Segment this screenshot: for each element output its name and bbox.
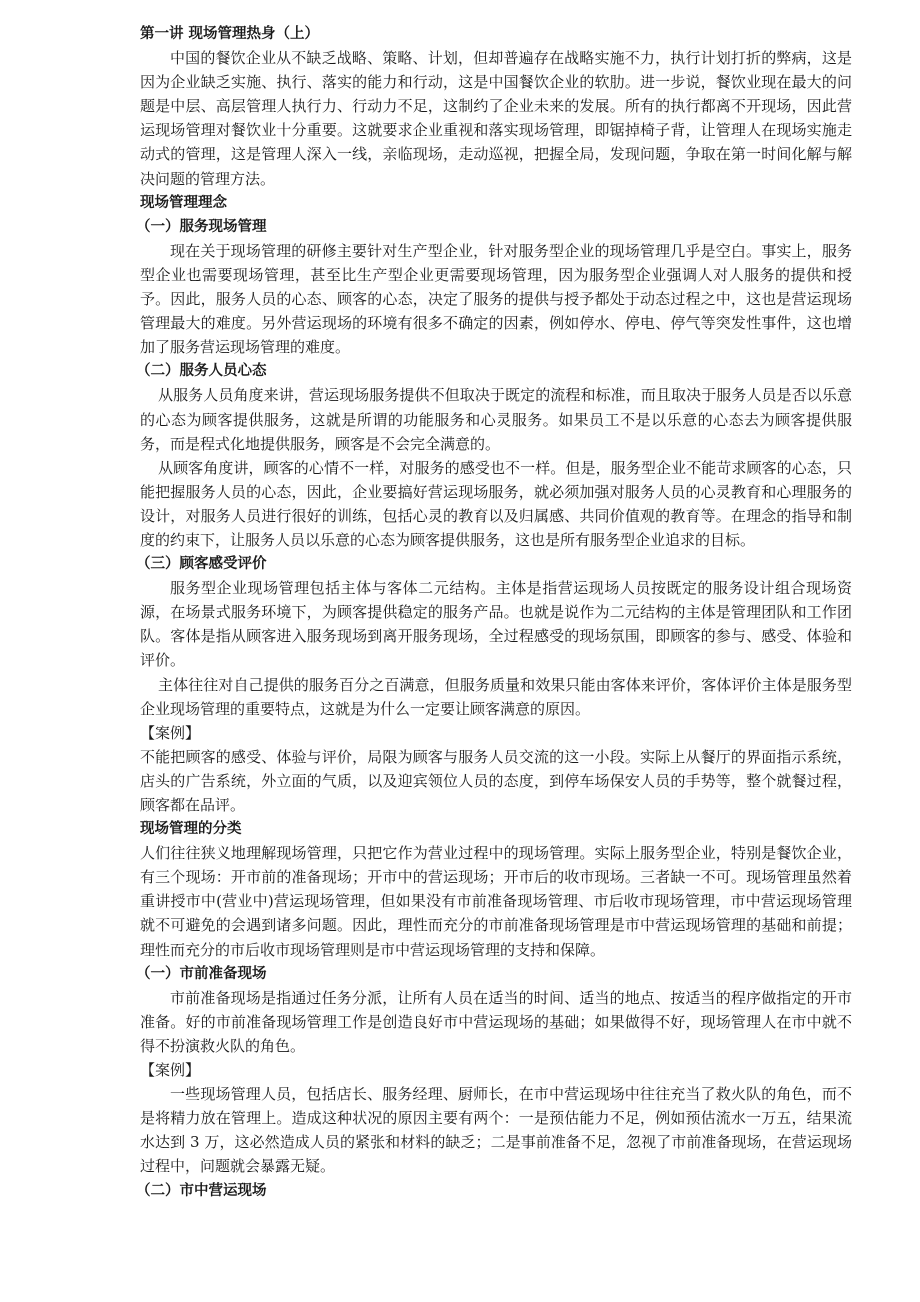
intro-paragraph: 中国的餐饮企业从不缺乏战略、策略、计划，但却普遍存在战略实施不力，执行计划打折的弊病，这是因为企业缺乏实施、执行、落实的能力和行动，这是中国餐饮企业的软肋。进一步说，餐饮业现在最大的问题是中层、高层管理人执行力、行动力不足，这制约了企业未来的发展。所有的执行都离不开现场，因此营运现场管理对餐饮业十分重要。这就要求企业重视和落实现场管理，即锯掉椅子背，让管理人在现场实施走动式的管理，这是管理人深入一线，亲临现场，走动巡视，把握全局，发现问题，争取在第一时间化解与解决问题的管理方法。: [140, 49, 852, 188]
in-operation-heading: （二）市中营运现场: [136, 1182, 267, 1199]
section1-paragraph: 现在关于现场管理的研修主要针对生产型企业，针对服务型企业的现场管理几乎是空白。事实上，服务型企业也需要现场管理，甚至比生产型企业更需要现场管理，因为服务型企业强调人对人服务的提供和授予。因此，服务人员的心态、顾客的心态，决定了服务的提供与授予都处于动态过程之中，这也是营运现场管理最大的难度。另外营运现场的环境有很多不确定的因素，例如停水、停电、停气等突发性事件，这也增加了服务营运现场管理的难度。: [140, 241, 852, 357]
concept-heading: 现场管理理念: [140, 194, 227, 211]
section3-paragraph-1: 服务型企业现场管理包括主体与客体二元结构。主体是指营运现场人员按既定的服务设计组合现场资源，在场景式服务环境下，为顾客提供稳定的服务产品。也就是说作为二元结构的主体是管理团队和工作团队。客体是指从顾客进入服务现场到离开服务现场，全过程感受的现场氛围，即顾客的参与、感受、体验和评价。: [140, 579, 852, 670]
section2-paragraph-2: 从顾客角度讲，顾客的心情不一样，对服务的感受也不一样。但是，服务型企业不能苛求顾客的心态，只能把握服务人员的心态，因此，企业要搞好营运现场服务，就必须加强对服务人员的心灵教育和心理服务的设计，对服务人员进行很好的训练，包括心灵的教育以及归属感、共同价值观的教育等。在理念的指导和制度的约束下，让服务人员以乐意的心态为顾客提供服务，这也是所有服务型企业追求的目标。: [140, 458, 852, 549]
case-text-1: 不能把顾客的感受、体验与评价，局限为顾客与服务人员交流的这一小段。实际上从餐厅的界面指示系统，店头的广告系统，外立面的气质，以及迎宾领位人员的态度，到停车场保安人员的手势等，整个就餐过程，顾客都在品评。: [140, 747, 852, 814]
section2-heading: （二）服务人员心态: [136, 363, 267, 380]
document-page: [136, 22, 852, 1203]
case-text-2: 一些现场管理人员，包括店长、服务经理、厨师长，在市中营运现场中往往充当了救火队的角色，而不是将精力放在管理上。造成这种状况的原因主要有两个：一是预估能力不足，例如预估流水一万五，结果流水达到 3 万，这必然造成人员的紧张和材料的缺乏；二是事前准备不足，忽视了市前准备现场，在营运现场过程中，问题就会暴露无疑。: [140, 1085, 852, 1176]
lecture-title: 第一讲 现场管理热身（上）: [140, 26, 320, 42]
classification-heading: 现场管理的分类: [140, 821, 242, 838]
pre-opening-paragraph: 市前准备现场是指通过任务分派，让所有人员在适当的时间、适当的地点、按适当的程序做指定的开市准备。好的市前准备现场管理工作是创造良好市中营运现场的基础；如果做得不好，现场管理人在市中就不得不扮演救火队的角色。: [140, 988, 852, 1055]
section1-heading: （一）服务现场管理: [136, 218, 267, 235]
section3-heading: （三）顾客感受评价: [136, 556, 267, 573]
section3-paragraph-2: 主体往往对自己提供的服务百分之百满意，但服务质量和效果只能由客体来评价，客体评价主体是服务型企业现场管理的重要特点，这就是为什么一定要让顾客满意的原因。: [140, 675, 852, 718]
pre-opening-heading: （一）市前准备现场: [136, 965, 267, 982]
classification-paragraph: 人们往往狭义地理解现场管理，只把它作为营业过程中的现场管理。实际上服务型企业，特别是餐饮企业，有三个现场：开市前的准备现场；开市中的营运现场；开市后的收市现场。三者缺一不可。现场管理虽然着重讲授市中(营业中)营运现场管理，但如果没有市前准备现场管理、市后收市现场管理，市中营运现场管理就不可避免的会遇到诸多问题。因此，理性而充分的市前准备现场管理是市中营运现场管理的基础和前提；理性而充分的市后收市现场管理则是市中营运现场管理的支持和保障。: [140, 844, 852, 959]
section2-paragraph-1: 从服务人员角度来讲，营运现场服务提供不但取决于既定的流程和标准，而且取决于服务人员是否以乐意的心态为顾客提供服务，这就是所谓的功能服务和心灵服务。如果员工不是以乐意的心态去为顾客提供服务，而是程式化地提供服务，顾客是不会完全满意的。: [140, 386, 852, 453]
case-label-2: 【案例】: [140, 1061, 201, 1080]
case-label-1: 【案例】: [140, 723, 201, 742]
